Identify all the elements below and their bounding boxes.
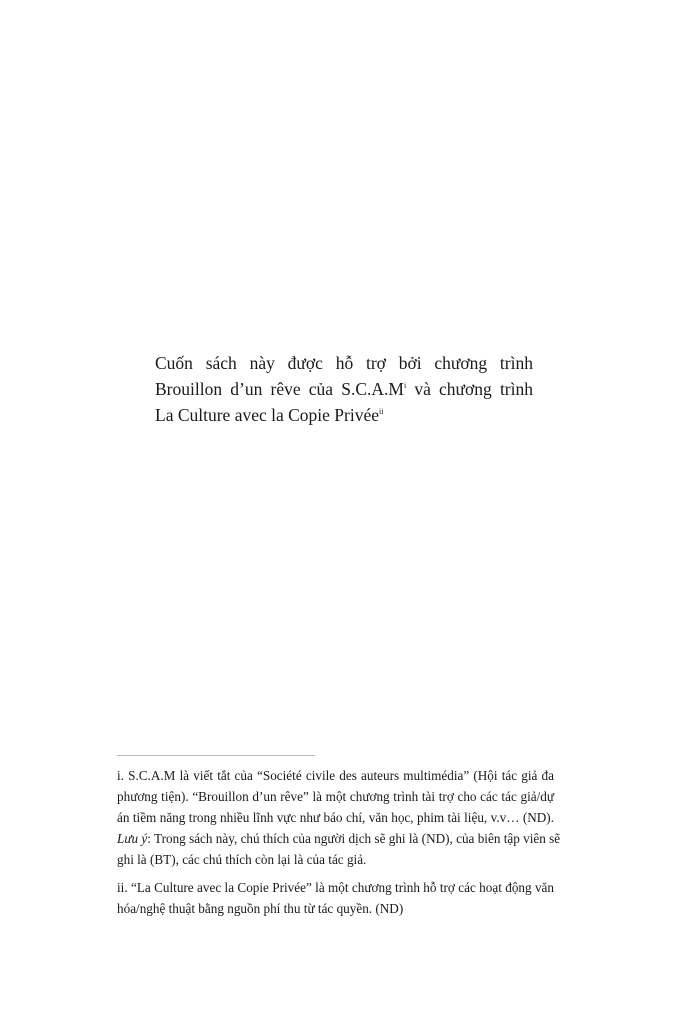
footnote-ref-ii: ii <box>379 407 384 416</box>
footnote-i <box>117 765 561 870</box>
note-label: Lưu ý <box>117 831 148 846</box>
footnote-divider <box>117 755 315 756</box>
footnotes <box>117 765 561 926</box>
acknowledgement-line-2-text: Brouillon d’un rêve của S.C.A.M <box>155 379 404 399</box>
footnote-i-line-4-rest: : Trong sách này, chú thích của người dịch sẽ ghi là (ND), của biên tập viên sẽ <box>147 831 561 846</box>
footnote-ii-line-1: ii. “La Culture avec la Copie Privée” là một chương trình hỗ trợ các hoạt động văn <box>117 880 554 895</box>
acknowledgement-line-2 <box>155 376 533 402</box>
footnote-i-line-3: án tiềm năng trong nhiều lĩnh vực như báo chí, văn học, phim tài liệu, v.v… (ND). <box>117 810 554 825</box>
footnote-i-line-4 <box>117 828 561 849</box>
footnote-ii-line-2: hóa/nghệ thuật bằng nguồn phí thu từ tác quyền. (ND) <box>117 901 404 916</box>
footnote-i-line-5: ghi là (BT), các chú thích còn lại là của tác giả. <box>117 852 367 867</box>
acknowledgement-line-2-rest: và chương trình <box>406 379 534 399</box>
footnote-i-line-1: i. S.C.A.M là viết tắt của “Société civile des auteurs multimédia” (Hội tác giả đa <box>117 768 554 783</box>
acknowledgement-line-3 <box>155 402 533 428</box>
footnote-ref-i: i <box>403 381 407 390</box>
footnote-ii <box>117 877 554 919</box>
acknowledgement-line-3-text: La Culture avec la Copie Privée <box>155 405 380 425</box>
acknowledgement-text <box>155 350 533 428</box>
acknowledgement-line-1: Cuốn sách này được hỗ trợ bởi chương trình <box>155 353 533 373</box>
footnote-i-line-2: phương tiện). “Brouillon d’un rêve” là một chương trình tài trợ cho các tác giả/dự <box>117 789 554 804</box>
